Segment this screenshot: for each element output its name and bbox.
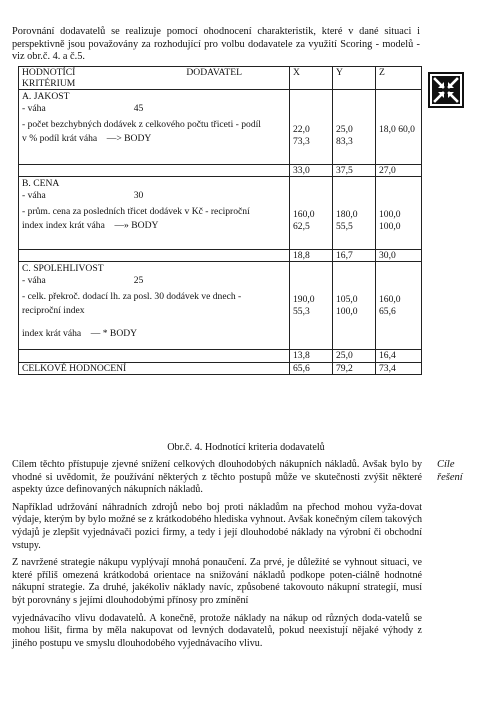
- header-y: Y: [333, 67, 376, 90]
- points-arrow: — * BODY: [90, 328, 138, 340]
- table-row: [19, 250, 422, 262]
- weight-value: 45: [133, 102, 144, 114]
- body-text: [12, 459, 422, 655]
- value-z: 160,0 65,6: [376, 262, 422, 350]
- compress-arrows-icon: [428, 72, 464, 108]
- table-header-row: [19, 67, 422, 90]
- criterion-description: index index krát váha: [22, 220, 105, 232]
- weight-value: 30: [133, 189, 144, 201]
- header-x: X: [290, 67, 333, 90]
- criterion-description: - prům. cena za posledních třicet dodávek v Kč - reciproční: [22, 205, 250, 217]
- points-arrow: —» BODY: [114, 220, 159, 232]
- criterion-description: v % podíl krát váha: [22, 133, 98, 145]
- total-x: 18,8: [290, 250, 333, 262]
- value-y: 105,0 100,0: [333, 262, 376, 350]
- header-criterion-cell: [19, 67, 290, 90]
- section-title: B. CENA: [22, 178, 60, 190]
- table-row: [19, 262, 422, 350]
- overall-y: 79,2: [333, 362, 376, 374]
- intro-text: Porovnání dodavatelů se realizuje pomocí ohodnocení charakteristik, které v dané situaci i perspektivně jsou považovány za rozhodující pro volbu dodavatele za využití Scoring - modelů - viz obr.č. 4. a č.5.: [12, 26, 420, 63]
- total-y: 16,7: [333, 250, 376, 262]
- paragraph: vyjednávacího vlivu dodavatelů. A konečně, protože náklady na nákup od různých doda-vatelů se mohou lišit, firma by měla nakupovat od levných dodavatelů, pokud neexistují nějaké výhody z jiného postupu ve smyslu dlouhodobého vyjednávacího vlivu.: [12, 612, 422, 649]
- value-y: 180,0 55,5: [333, 177, 376, 250]
- total-y: 25,0: [333, 350, 376, 362]
- criterion-description: index krát váha: [22, 328, 82, 340]
- table-row: [19, 90, 422, 165]
- total-z: 27,0: [376, 165, 422, 177]
- value-x: 160,0 62,5: [290, 177, 333, 250]
- criterion-description: reciproční index: [22, 305, 85, 317]
- weight-label: - váha: [22, 189, 46, 201]
- total-z: 16,4: [376, 350, 422, 362]
- overall-row: [19, 362, 422, 374]
- total-x: 33,0: [290, 165, 333, 177]
- criterion-description: - celk. překroč. dodací lh. za posl. 30 dodávek ve dnech -: [22, 290, 242, 302]
- total-y: 37,5: [333, 165, 376, 177]
- header-criterion: HODNOTÍCÍ KRITÉRIUM: [22, 67, 76, 90]
- points-arrow: —> BODY: [106, 133, 152, 145]
- header-z: Z: [376, 67, 422, 90]
- criterion-description: - počet bezchybných dodávek z celkového počtu třiceti - podíl: [22, 118, 261, 130]
- value-x: 22,0 73,3: [290, 90, 333, 165]
- value-x: 190,0 55,3: [290, 262, 333, 350]
- value-z: 100,0 100,0: [376, 177, 422, 250]
- overall-x: 65,6: [290, 362, 333, 374]
- table-row: [19, 350, 422, 362]
- table-row: [19, 165, 422, 177]
- weight-value: 25: [133, 274, 144, 286]
- value-y: 25,0 83,3: [333, 90, 376, 165]
- weight-label: - váha: [22, 102, 46, 114]
- paragraph: Z navržené strategie nákupu vyplývají mnohá ponaučení. Za prvé, je důležité se vyhnout situaci, ve které příliš omezená krátkodobá orientace na snižování nákladů podkope poten-ciálně hodnotné nákupní strategie. Za druhé, jakékoliv náklady navíc, způsobené takovouto nákupní strategií, musí být porovnány s jejími dlouhodobými přínosy pro zmínění: [12, 557, 422, 606]
- overall-z: 73,4: [376, 362, 422, 374]
- table-row: [19, 177, 422, 250]
- header-supplier: DODAVATEL: [186, 67, 242, 78]
- paragraph: Například udržování náhradních zdrojů nebo boj proti nákladům na přechod mohou vyža-dovat výdaje, kterým by bylo možné se z krátkodobého hlediska vyhnout. Avšak konečným cílem takových výdajů je zlepšit vyjednávači pozici firmy, a tedy i její dlouhodobé náklady na výrobní či obchodní vstupy.: [12, 501, 422, 551]
- section-title: C. SPOLEHLIVOST: [22, 263, 104, 275]
- paragraph: Cílem těchto přístupuje zjevné snížení celkových dlouhodobých nákupních nákladů. Avšak bylo by vhodné si uvědomit, že používání některých z těchto postupů může ve skutečnosti zvýšit některé aspekty úzce definovaných nákupních nákladů.: [12, 459, 422, 496]
- total-z: 30,0: [376, 250, 422, 262]
- total-x: 13,8: [290, 350, 333, 362]
- weight-label: - váha: [22, 274, 46, 286]
- side-note: Cíle řešení: [437, 459, 463, 483]
- figure-caption: Obr.č. 4. Hodnotící kriteria dodavatelů: [167, 442, 325, 453]
- section-title: A. JAKOST: [22, 91, 70, 103]
- overall-label: CELKOVÉ HODNOCENÍ: [19, 362, 290, 374]
- criteria-table: [18, 66, 422, 375]
- value-z: 18,0 60,0: [376, 90, 422, 165]
